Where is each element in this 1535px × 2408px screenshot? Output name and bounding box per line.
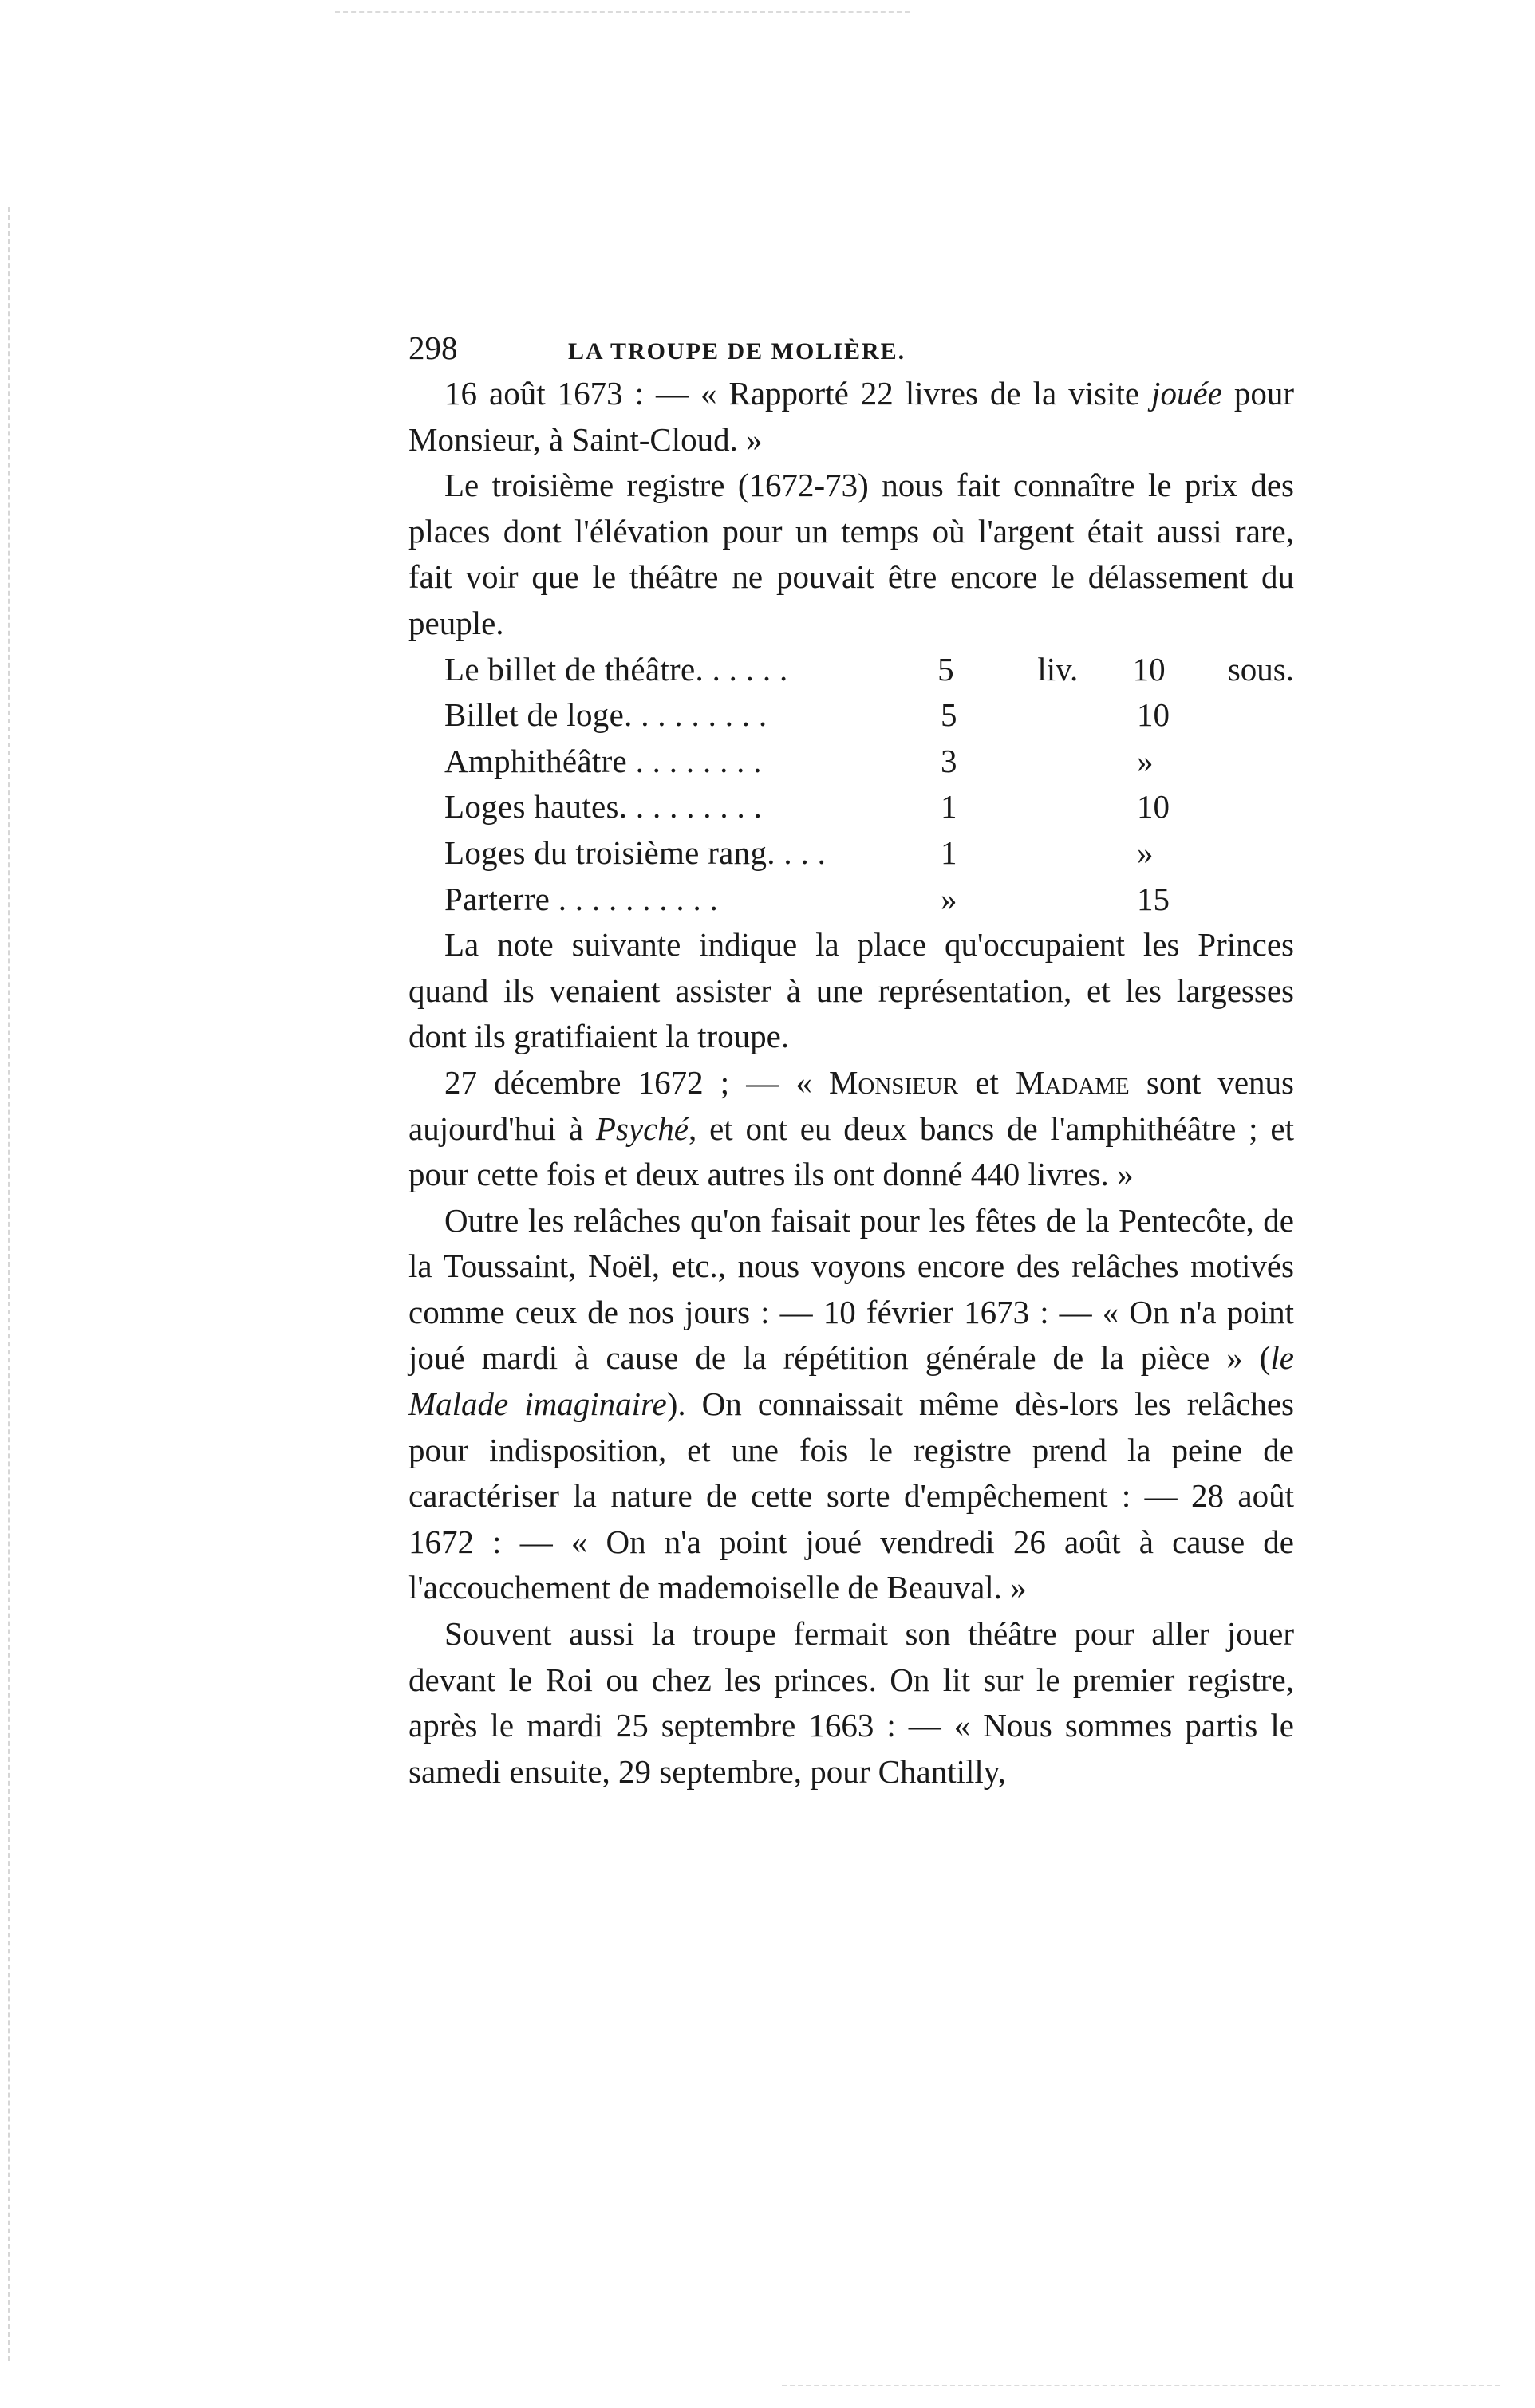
- price-label: Loges hautes. . . . . . . . .: [444, 788, 763, 826]
- italic-run: jouée: [1151, 375, 1222, 412]
- scan-bottom-edge: [782, 2385, 1500, 2386]
- text-run: , et ont eu deux bancs de l'amphithéâtre ; et pour cette fois et deux autres ils ont donné 440 livres. »: [408, 1109, 1294, 1193]
- price-row: [444, 784, 1294, 830]
- price-label: Parterre . . . . . . . . . .: [444, 880, 719, 917]
- paragraph-6: Souvent aussi la troupe fermait son théâtre pour aller jouer devant le Roi ou chez les princes. On lit sur le premier registre, après le mardi 25 septembre 1663 : — « Nous sommes partis le samedi ensuite, 29 septembre, pour Chantilly,: [408, 1615, 1294, 1790]
- price-label: Le billet de théâtre. . . . . .: [444, 650, 788, 688]
- price-row: [444, 830, 1294, 877]
- scan-left-edge: [8, 207, 10, 2361]
- price-table: [408, 647, 1294, 923]
- paragraph-3: La note suivante indique la place qu'occupaient les Princes quand ils venaient assister à une représentation, et les largesses dont ils gratifiaient la troupe.: [408, 926, 1294, 1055]
- price-sous: 10: [1137, 696, 1170, 734]
- price-livres: 1: [941, 834, 957, 871]
- price-label: Amphithéâtre . . . . . . . .: [444, 742, 762, 779]
- price-livres: 5: [941, 696, 957, 734]
- paragraph-1: [408, 371, 1294, 463]
- paragraph-4: [408, 1060, 1294, 1198]
- price-row: [444, 647, 1294, 693]
- price-sous: 10: [1132, 650, 1166, 688]
- price-sous: 15: [1137, 880, 1170, 917]
- price-row: [444, 692, 1294, 739]
- text-run: Outre les relâches qu'on faisait pour les fêtes de la Pentecôte, de la Toussaint, Noël, etc., nous voyons encore des relâches motivés comme ceux de nos jours : — 10 février 1673 : — « On n'a point joué mardi à cause de la répétition générale de la pièce » (: [408, 1201, 1294, 1377]
- scan-top-edge: [335, 11, 910, 13]
- italic-run: Psyché: [595, 1109, 689, 1147]
- paragraph-5: [408, 1198, 1294, 1611]
- text-run: et: [958, 1063, 1016, 1101]
- text-run: ). On connaissait même dès-lors les relâches pour indisposition, et une fois le registre prend la peine de caractériser la nature de cette sorte d'empêchement : — 28 août 1672 : — « On n'a point joué vendredi 26 août à cause de l'accouchement de mademoiselle de Beauval. »: [408, 1385, 1294, 1606]
- text-run: 27 décembre 1672 ; — «: [444, 1063, 829, 1101]
- price-label: Billet de loge. . . . . . . . .: [444, 696, 768, 734]
- text-run: sont venus aujourd'hui à: [408, 1063, 1294, 1147]
- price-livres: 1: [941, 788, 957, 826]
- page-number: 298: [408, 329, 458, 366]
- price-sous: »: [1137, 742, 1154, 779]
- price-livres: 5: [937, 650, 954, 688]
- price-label: Loges du troisième rang. . . .: [444, 834, 827, 871]
- price-sous-unit: sous.: [1227, 650, 1294, 688]
- text-run: pour Monsieur, à Saint-Cloud. »: [408, 375, 1295, 458]
- price-row: [444, 877, 1294, 923]
- price-livres-unit: liv.: [1037, 650, 1079, 688]
- small-caps-run: Madame: [1015, 1063, 1130, 1101]
- price-sous: 10: [1137, 788, 1170, 826]
- italic-run: le Malade imaginaire: [408, 1339, 1294, 1423]
- price-livres: 3: [941, 742, 957, 779]
- text-run: 16 août 1673 : — « Rapporté 22 livres de la visite: [444, 375, 1152, 412]
- running-title: LA TROUPE DE MOLIÈRE.: [568, 338, 906, 365]
- book-page: [408, 325, 1294, 1795]
- price-sous: »: [1137, 834, 1154, 871]
- price-row: [444, 739, 1294, 785]
- small-caps-run: Monsieur: [828, 1063, 959, 1101]
- paragraph-2: Le troisième registre (1672-73) nous fait connaître le prix des places dont l'élévation pour un temps où l'argent était aussi rare, fait voir que le théâtre ne pouvait être encore le délassement du peuple.: [408, 467, 1294, 641]
- running-head: [408, 325, 1294, 371]
- price-livres: »: [941, 880, 957, 917]
